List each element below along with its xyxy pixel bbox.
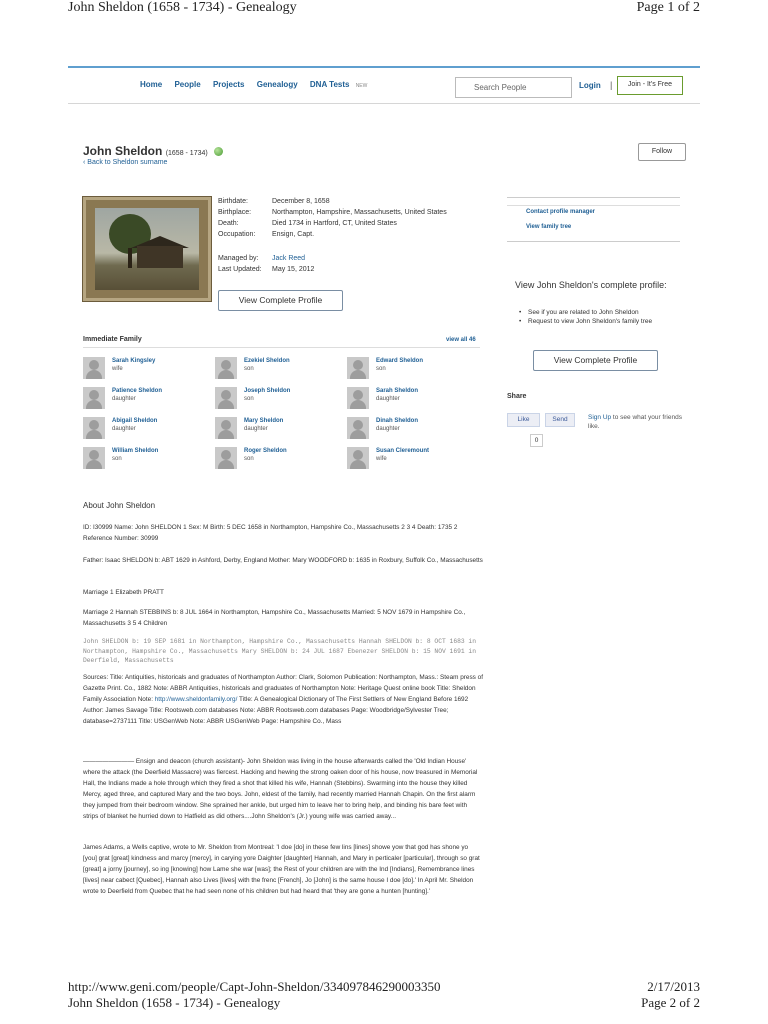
member-relation: son xyxy=(376,366,386,372)
painting-image xyxy=(95,208,199,290)
about-paragraph: Father: Isaac SHELDON b: ABT 1629 in Ashford, Derby, England Mother: Mary WOODFORD b: 1635 in Roxbury, Suffolk Co., Massachusetts xyxy=(83,557,483,564)
family-member[interactable] xyxy=(215,357,345,383)
print-header xyxy=(68,0,700,22)
painting-house xyxy=(137,246,183,268)
family-member[interactable] xyxy=(215,447,345,473)
member-relation: wife xyxy=(376,456,387,462)
about-paragraph: ID: I30999 Name: John SHELDON 1 Sex: M Birth: 5 DEC 1658 in Northampton, Hampshire Co., Massachusetts 2 3 4 Death: 1735 2 Reference Number: 30999 xyxy=(83,524,458,542)
profile-years: (1658 - 1734) xyxy=(165,150,208,157)
member-name[interactable]: Sarah Sheldon xyxy=(376,388,419,394)
complete-profile-benefits xyxy=(519,308,679,326)
fact-label: Occupation: xyxy=(218,231,256,238)
box-divider xyxy=(507,205,680,206)
family-divider xyxy=(83,347,480,348)
sources-paragraph xyxy=(83,672,483,727)
globe-icon xyxy=(214,147,223,156)
children-list: John SHELDON b: 19 SEP 1681 in Northampton, Hampshire Co., Massachusetts Hannah SHELDON b: 8 OCT 1683 in Northampton, Hampshire Co., Massachusetts Mary SHELDON b: 24 JUL 1687 Ebenezer SHELDON b: 15 NOV 1691 in Deerfield, Massachusetts xyxy=(83,638,476,664)
print-page-title: John Sheldon (1658 - 1734) - Genealogy xyxy=(68,995,281,1010)
member-relation: daughter xyxy=(112,426,136,432)
avatar-placeholder-icon xyxy=(83,417,105,439)
fact-label: Death: xyxy=(218,220,239,227)
avatar-placeholder-icon xyxy=(215,447,237,469)
fact-value: Died 1734 in Hartford, CT, United States xyxy=(272,220,397,227)
fact-label: Managed by: xyxy=(218,255,259,262)
signup-prompt xyxy=(588,413,683,431)
family-member[interactable] xyxy=(215,387,345,413)
family-member[interactable] xyxy=(347,357,477,383)
profile-actions-box xyxy=(507,197,680,242)
print-page-number: Page 1 of 2 xyxy=(636,0,700,15)
member-name[interactable]: Susan Cleremount xyxy=(376,448,430,454)
print-page-number: Page 2 of 2 xyxy=(641,995,700,1010)
avatar-placeholder-icon xyxy=(215,357,237,379)
member-name[interactable]: Patience Sheldon xyxy=(112,388,163,394)
fact-label: Last Updated: xyxy=(218,266,262,273)
like-count: 0 xyxy=(530,434,543,447)
immediate-family-title: Immediate Family xyxy=(83,336,142,343)
complete-profile-heading: View John Sheldon's complete profile: xyxy=(515,280,667,290)
nav-separator: | xyxy=(610,80,613,90)
profile-photo[interactable] xyxy=(83,197,211,301)
signup-link[interactable]: Sign Up xyxy=(588,414,612,421)
print-header-page-2 xyxy=(68,995,700,1013)
sheldon-family-link[interactable]: http://www.sheldonfamily.org/ xyxy=(154,696,238,703)
sources-text-continued: Title: A Genealogical Dictionary of The First Settlers of New England Before 1692 Author: James Savage Title: Rootsweb.com databases Note: ABBR Rootsweb.com databases Page: Woodbridge/Sylvester Tree; database=2737111 Title: USGenWeb Note: ABBR USGenWeb Page: Hampshire Co., Mass xyxy=(83,696,469,725)
search-input[interactable]: Search People xyxy=(455,77,572,98)
member-name[interactable]: Dinah Sheldon xyxy=(376,418,418,424)
about-paragraph: Marriage 1 Elizabeth PRATT xyxy=(83,589,164,596)
nav-home-link[interactable]: Home xyxy=(140,80,163,89)
member-name[interactable]: Ezekiel Sheldon xyxy=(244,358,290,364)
member-relation: son xyxy=(244,396,254,402)
member-name[interactable]: Edward Sheldon xyxy=(376,358,424,364)
nav-people-link[interactable]: People xyxy=(174,80,201,89)
benefit-item: • See if you are related to John Sheldon xyxy=(519,308,679,317)
member-relation: daughter xyxy=(376,426,400,432)
avatar-placeholder-icon xyxy=(347,447,369,469)
avatar-placeholder-icon xyxy=(83,387,105,409)
family-member[interactable] xyxy=(83,447,213,473)
member-relation: daughter xyxy=(376,396,400,402)
member-name[interactable]: Joseph Sheldon xyxy=(244,388,291,394)
top-navigation xyxy=(68,66,700,104)
fact-label: Birthdate: xyxy=(218,198,248,205)
avatar-placeholder-icon xyxy=(83,447,105,469)
member-relation: son xyxy=(244,456,254,462)
contact-manager-link[interactable]: Contact profile manager xyxy=(526,209,596,215)
avatar-placeholder-icon xyxy=(347,357,369,379)
about-paragraph: ———————— Ensign and deacon (church assistant)- John Sheldon was living in the house afterwards called the 'Old Indian House' where the attack (the Deerfield Massacre) was fiercest. Hacking and hewing the strong oaken door of his house, now treasured in Memorial Hall, the Indians made a hole through which they fired a shot that killed his wife, Hannah (Stebbins). Swarming into the house they killed Mercy, aged three, and captured Mary and the two boys. John, eldest of the family, had recently married Hannah Chapin. On the first alarm they jumped from their bedroom window. She sprained her ankle, but urged him to leave her to bring help, and binding his bare feet with strips of blanket he hurried down to Hatfield as did others....John Sheldon's (Jr.) young wife was carried away... xyxy=(83,758,478,820)
member-relation: son xyxy=(244,366,254,372)
share-heading: Share xyxy=(507,393,527,400)
nav-genealogy-link[interactable]: Genealogy xyxy=(256,80,298,89)
print-footer-date: 2/17/2013 xyxy=(647,979,700,994)
follow-button[interactable]: Follow xyxy=(638,143,686,161)
nav-links xyxy=(140,80,377,89)
fact-value: May 15, 2012 xyxy=(272,266,315,273)
member-relation: daughter xyxy=(112,396,136,402)
fact-value: Ensign, Capt. xyxy=(272,231,315,238)
member-name[interactable]: Roger Sheldon xyxy=(244,448,287,454)
avatar-placeholder-icon xyxy=(347,417,369,439)
profile-name xyxy=(83,144,223,158)
view-family-tree-link[interactable]: View family tree xyxy=(526,224,572,230)
member-name[interactable]: Mary Sheldon xyxy=(244,418,284,424)
facebook-like-button[interactable]: Like xyxy=(507,413,540,427)
avatar-placeholder-icon xyxy=(215,417,237,439)
login-link[interactable]: Login xyxy=(579,81,601,90)
avatar-placeholder-icon xyxy=(347,387,369,409)
print-footer-url: http://www.geni.com/people/Capt-John-Sheldon/334097846290003350 xyxy=(68,979,441,994)
view-complete-profile-button[interactable]: View Complete Profile xyxy=(218,290,343,311)
member-relation: daughter xyxy=(244,426,268,432)
new-badge: NEW xyxy=(355,83,368,89)
family-member[interactable] xyxy=(347,387,477,413)
avatar-placeholder-icon xyxy=(215,387,237,409)
family-member[interactable] xyxy=(215,417,345,443)
view-complete-profile-button-sidebar[interactable]: View Complete Profile xyxy=(533,350,658,371)
manager-link[interactable]: Jack Reed xyxy=(272,255,306,262)
about-heading: About John Sheldon xyxy=(83,501,156,510)
painting-tree-trunk xyxy=(128,248,132,268)
view-all-family-link[interactable]: view all 46 xyxy=(446,337,476,343)
profile-name-text: John Sheldon xyxy=(83,144,163,158)
nav-dna-tests-link[interactable]: DNA Tests xyxy=(309,80,350,89)
member-relation: wife xyxy=(112,366,123,372)
family-member[interactable] xyxy=(83,417,213,443)
about-paragraph: Marriage 2 Hannah STEBBINS b: 8 JUL 1664 in Northampton, Hampshire Co., Massachusetts Married: 5 NOV 1679 in Hampshire Co., Massachusetts 3 5 4 Children xyxy=(83,609,466,627)
nav-projects-link[interactable]: Projects xyxy=(212,80,245,89)
fact-value: Northampton, Hampshire, Massachusetts, United States xyxy=(272,209,447,216)
family-member[interactable] xyxy=(347,447,477,473)
back-to-surname-link[interactable]: ‹ Back to Sheldon surname xyxy=(83,159,168,166)
avatar-placeholder-icon xyxy=(83,357,105,379)
print-page-title: John Sheldon (1658 - 1734) - Genealogy xyxy=(68,0,297,15)
family-member[interactable] xyxy=(83,387,213,413)
facebook-send-button[interactable]: Send xyxy=(545,413,575,427)
family-member[interactable] xyxy=(347,417,477,443)
fact-label: Birthplace: xyxy=(218,209,252,216)
fact-value: December 8, 1658 xyxy=(272,198,330,205)
member-name[interactable]: William Sheldon xyxy=(112,448,159,454)
signup-text: to see what your friends like. xyxy=(588,414,682,430)
sources-text: Sources: Title: Antiquities, historicals and graduates of Northampton Author: Clark, Solomon Publication: Northampton, Mass.: Steam press of Gazette Print. Co., 1882 Note: ABBR Antiquities, historicals and graduates of Northampton Note: Heritage Quest online book Title: Sheldon Family Association Note: xyxy=(83,674,483,703)
benefit-item: • Request to view John Sheldon's family tree xyxy=(519,317,679,326)
member-relation: son xyxy=(112,456,122,462)
about-paragraph: James Adams, a Wells captive, wrote to Mr. Sheldon from Montreal: 'I doe [do] in these few lins [lines] showe yow that god has shone yo [you] grat [great] kindness and marcy [mercy], in carying yore Daighter [daughter] Hannah, and Mary in perticaler [particular], through so grat [great] a jorny [journey], so ing [knowing] how Lame she war [was]; the Rest of your children are with the Ind [Indians], Remembrance lines [lives] near cabect [Quebec], Hannah also Lives [lives] with the frenc [French], Jo [John] is the same house I doe [do].' In April Mr. Sheldon wrote to Deerfield from Quebec that he had seen none of his children but had heard that 'they are gone a hunten [hunting].' xyxy=(83,844,480,895)
family-member[interactable] xyxy=(83,357,213,383)
member-name[interactable]: Sarah Kingsley xyxy=(112,358,156,364)
join-button[interactable]: Join - It's Free xyxy=(617,76,683,95)
member-name[interactable]: Abigail Sheldon xyxy=(112,418,158,424)
